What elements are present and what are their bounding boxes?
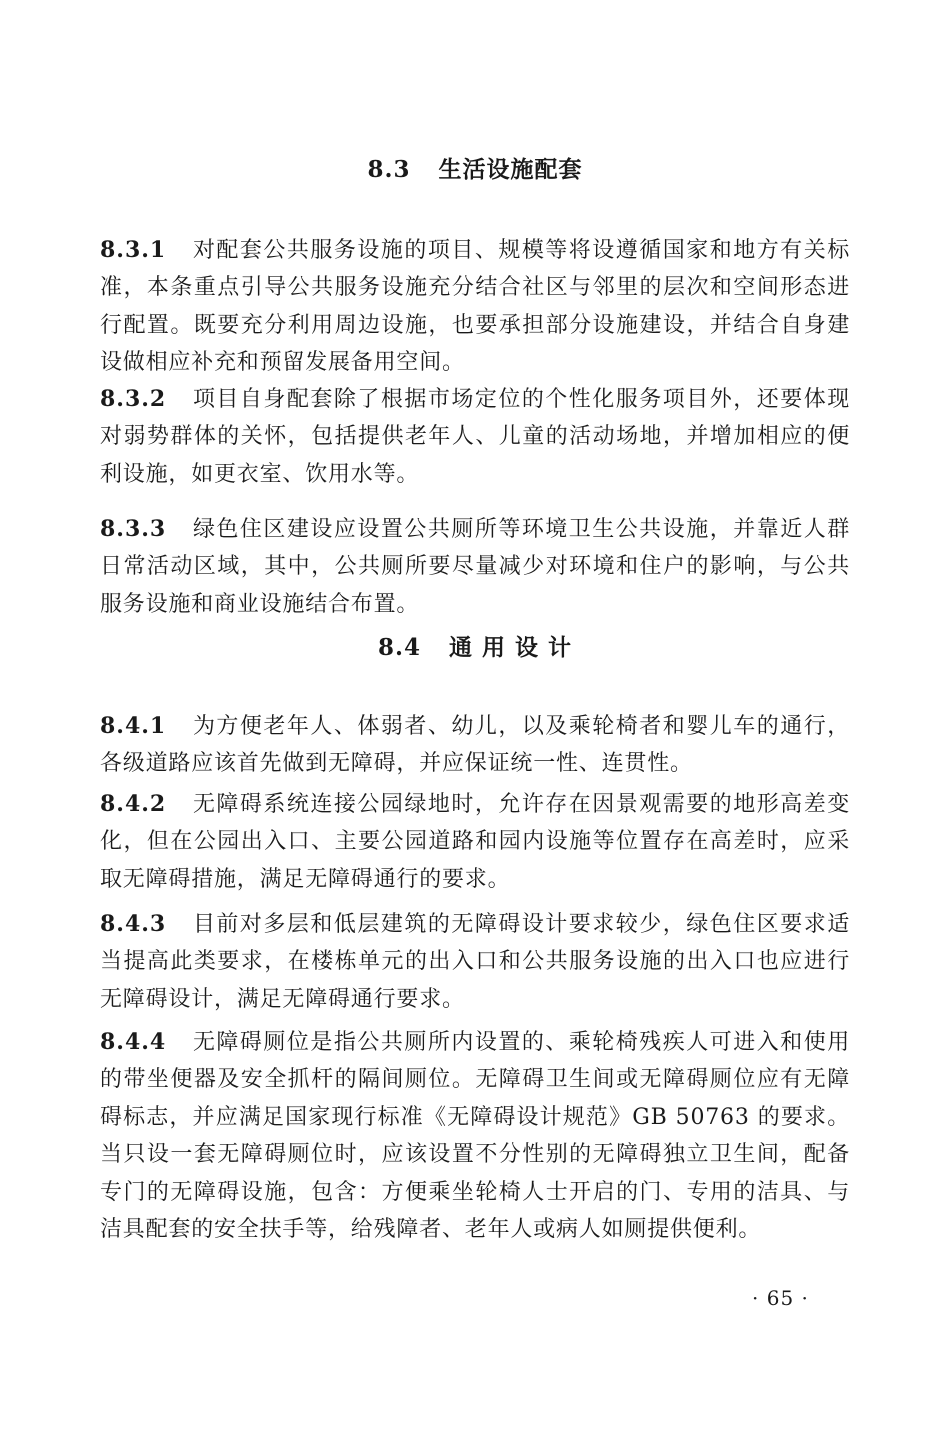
- clause-8-3-1: [100, 232, 850, 382]
- clause-8-4-4: [100, 1024, 850, 1248]
- clause-number: 8.3.2: [100, 386, 167, 412]
- clause-text: 项目自身配套除了根据市场定位的个性化服务项目外，还要体现对弱势群体的关怀，包括提供老年人、儿童的活动场地，并增加相应的便利设施，如更衣室、饮用水等。: [100, 387, 850, 487]
- clause-text: 目前对多层和低层建筑的无障碍设计要求较少，绿色住区要求适当提高此类要求，在楼栋单元的出入口和公共服务设施的出入口也应进行无障碍设计，满足无障碍通行要求。: [100, 912, 850, 1012]
- clause-8-4-2: [100, 786, 850, 898]
- clause-number: 8.3.1: [100, 237, 167, 263]
- clause-text: 为方便老年人、体弱者、幼儿，以及乘轮椅者和婴儿车的通行，各级道路应该首先做到无障碍，并应保证统一性、连贯性。: [100, 714, 850, 777]
- clause-8-3-3: [100, 511, 850, 623]
- section-heading-8-4: [0, 629, 950, 662]
- clause-8-3-2: [100, 381, 850, 493]
- clause-number: 8.4.2: [100, 791, 167, 817]
- clause-8-4-3: [100, 906, 850, 1018]
- section-heading-8-3: [0, 151, 950, 184]
- clause-text: 绿色住区建设应设置公共厕所等环境卫生公共设施，并靠近人群日常活动区域，其中，公共厕所要尽量减少对环境和住户的影响，与公共服务设施和商业设施结合布置。: [100, 517, 850, 617]
- section-number: 8.3: [367, 156, 411, 183]
- section-title-text: 通 用 设 计: [448, 635, 573, 661]
- section-number: 8.4: [377, 634, 421, 661]
- clause-number: 8.4.1: [100, 713, 167, 739]
- clause-number: 8.4.3: [100, 911, 167, 937]
- clause-8-4-1: [100, 708, 850, 783]
- section-title-text: 生活设施配套: [438, 157, 583, 183]
- clause-number: 8.3.3: [100, 516, 167, 542]
- clause-number: 8.4.4: [100, 1029, 167, 1055]
- clause-text: 对配套公共服务设施的项目、规模等将设遵循国家和地方有关标准，本条重点引导公共服务设施充分结合社区与邻里的层次和空间形态进行配置。既要充分利用周边设施，也要承担部分设施建设，并结合自身建设做相应补充和预留发展备用空间。: [100, 238, 850, 376]
- page-number: · 65 ·: [752, 1286, 809, 1310]
- clause-text: 无障碍系统连接公园绿地时，允许存在因景观需要的地形高差变化，但在公园出入口、主要公园道路和园内设施等位置存在高差时，应采取无障碍措施，满足无障碍通行的要求。: [100, 792, 850, 892]
- clause-text: 无障碍厕位是指公共厕所内设置的、乘轮椅残疾人可进入和使用的带坐便器及安全抓杆的隔间厕位。无障碍卫生间或无障碍厕位应有无障碍标志，并应满足国家现行标准《无障碍设计规范》GB 50763 的要求。当只设一套无障碍厕位时，应该设置不分性别的无障碍独立卫生间，配备专门的无障碍设施，包含：方便乘坐轮椅人士开启的门、专用的洁具、与洁具配套的安全扶手等，给残障者、老年人或病人如厕提供便利。: [100, 1030, 850, 1243]
